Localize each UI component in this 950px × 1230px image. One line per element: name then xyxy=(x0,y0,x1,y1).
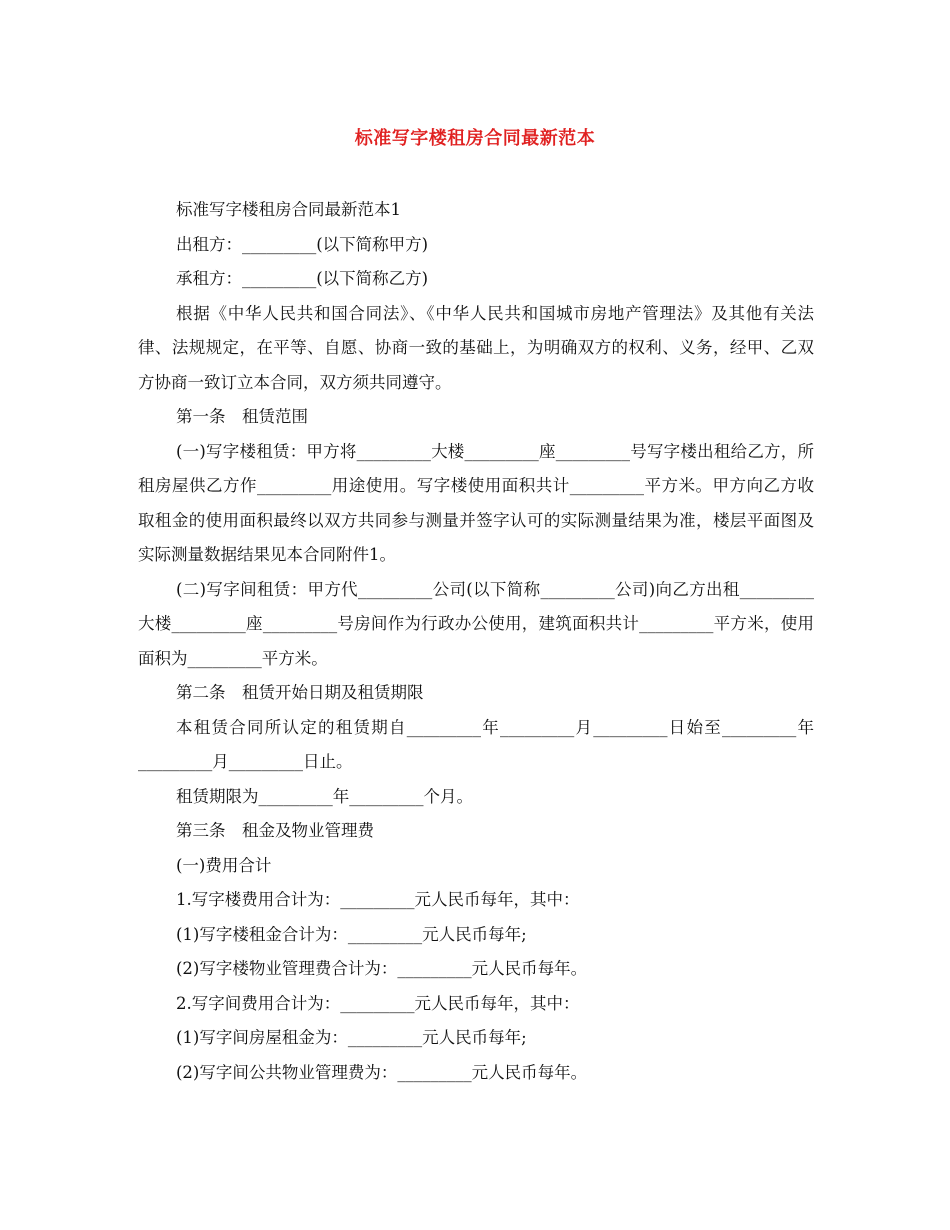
lessor-line: 出租方：_________(以下简称甲方) xyxy=(176,234,429,254)
article-1-heading: 第一条 租赁范围 xyxy=(176,407,308,426)
office-building-lease-paragraph: (一)写字楼租赁：甲方将_________大楼_________座_________号写字楼出租给乙方，所租房屋供乙方作_________用途使用。写字楼使用面积共计_________平方米。甲方向乙方收取租金的使用面积最终以双方共同参与测量并签字认可的实际测量结果为准，楼层平面图及实际测量数据结果见本合同附件1。 xyxy=(138,441,814,564)
room-fee-total-line: 2.写字间费用合计为：_________元人民币每年，其中： xyxy=(176,993,580,1013)
office-room-lease-paragraph: (二)写字间租赁：甲方代_________公司(以下简称_________公司)向乙方出租_________大楼_________座_________号房间作为行政办公使用，建筑面积共计_________平方米，使用面积为_________平方米。 xyxy=(138,579,814,668)
preamble-paragraph: 根据《中华人民共和国合同法》、《中华人民共和国城市房地产管理法》及其他有关法律、法规规定，在平等、自愿、协商一致的基础上，为明确双方的权利、义务，经甲、乙双方协商一致订立本合同，双方须共同遵守。 xyxy=(138,303,814,392)
lease-period-paragraph: 本租赁合同所认定的租赁期自_________年_________月_________日始至_________年_________月_________日止。 xyxy=(138,717,814,771)
article-3-heading: 第三条 租金及物业管理费 xyxy=(176,821,374,840)
fee-total-heading: (一)费用合计 xyxy=(176,855,272,875)
article-2-heading: 第二条 租赁开始日期及租赁期限 xyxy=(176,683,424,702)
document-body xyxy=(138,193,814,1090)
building-management-fee-line: (2)写字楼物业管理费合计为：_________元人民币每年。 xyxy=(176,959,588,978)
room-rent-line: (1)写字间房屋租金为：_________元人民币每年; xyxy=(176,1028,527,1047)
room-management-fee-line: (2)写字间公共物业管理费为：_________元人民币每年。 xyxy=(176,1062,588,1082)
contract-heading: 标准写字楼租房合同最新范本1 xyxy=(176,200,401,219)
building-rent-line: (1)写字楼租金合计为：_________元人民币每年; xyxy=(176,924,527,944)
lessee-line: 承租方：_________(以下简称乙方) xyxy=(176,269,429,288)
document-title: 标准写字楼租房合同最新范本 xyxy=(354,128,596,149)
building-fee-total-line: 1.写字楼费用合计为：_________元人民币每年，其中： xyxy=(176,890,580,909)
lease-term-line: 租赁期限为_________年_________个月。 xyxy=(176,786,473,806)
